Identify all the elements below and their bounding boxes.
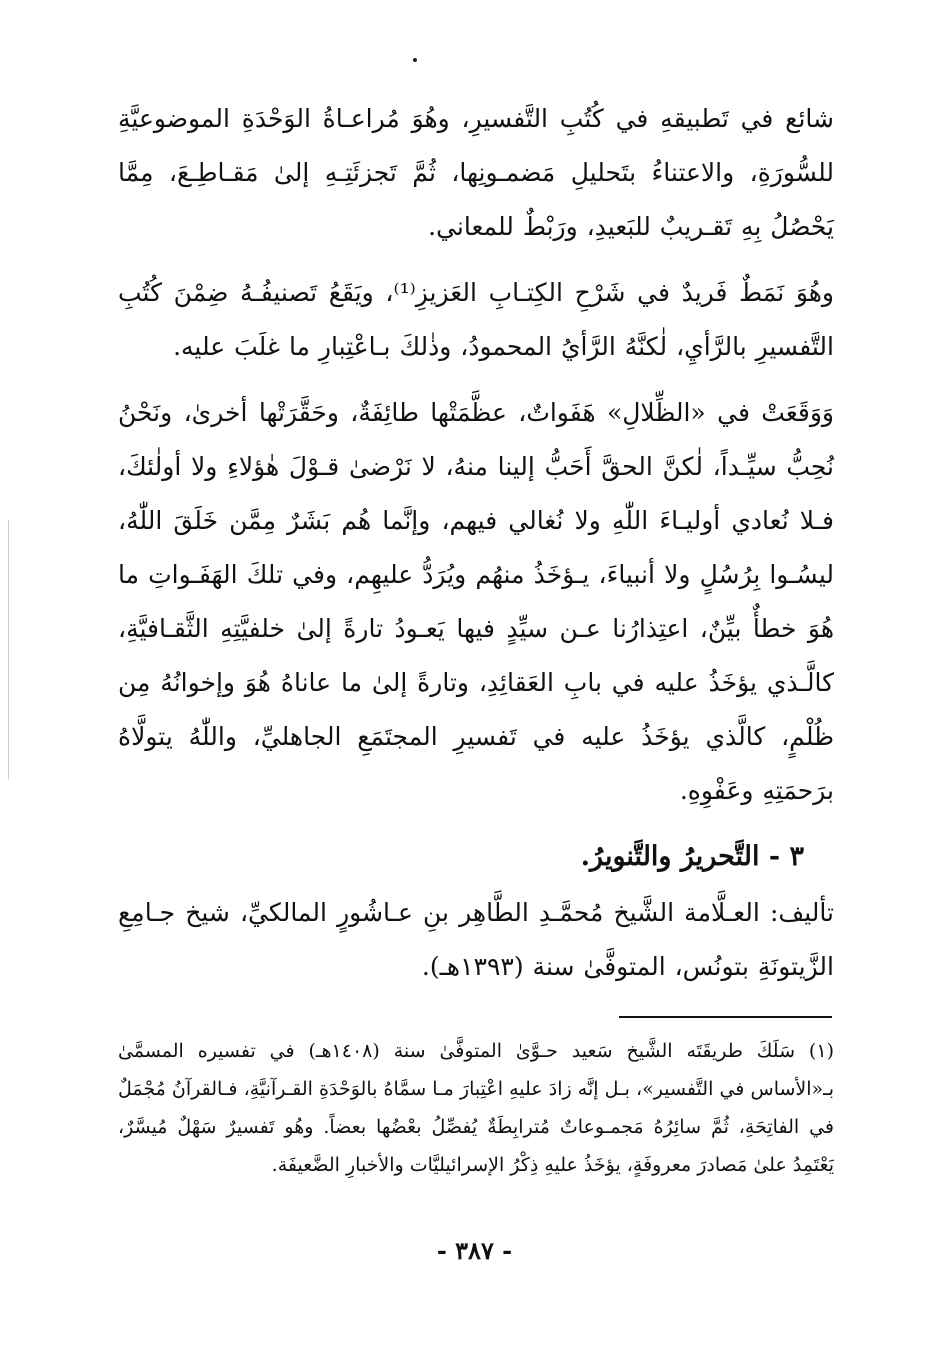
footnote-separator xyxy=(619,1016,832,1018)
top-dot-mark xyxy=(413,58,417,62)
author-paragraph: تأليف: العـلَّامة الشَّيخ مُحمَّـدِ الطَّاهِر بنِ عـاشُورٍ المالكيِّ، شيخ جـامِعِ الزَّيتونَةِ بتونُس، المتوفَّىٰ سنة (١٣٩٣هـ). xyxy=(118,898,834,981)
page-number: - ٣٨٧ - xyxy=(436,1236,513,1265)
paragraph-3: وَوَقَعَتْ في «الظِّلالِ» هَفَواتٌ، عظَّمَتْها طائِفَةٌ، وحَقَّرَتْها أخرىٰ، ونَحْنُ نُحِبُّ سيِّـداً، لٰكنَّ الحقَّ أَحَبُّ إلينا منهُ، لا نَرْضىٰ قـوْلَ هٰؤلاءِ ولا أولٰئكَ، فـلا نُعادي أوليـاءَ اللّٰهِ ولا نُغالي فيهم، وإنَّما هُم بَشَرٌ مِمَّن خَلَقَ اللّٰهُ، ليسُـوا بِرُسُلٍ ولا أنبياءَ، يـؤخَذُ منهُم ويُرَدُّ عليهِم، وفي تلكَ الهَفَـواتِ ما هُوَ خطأٌ بيِّنٌ، اعتِذارُنا عـن سيِّدٍ فيها يَعـودُ تارةً إلىٰ خلفيَّتِهِ الثَّقـافيَّةِ، كالَّـذي يؤخَذُ عليه في بابِ العَقائِدِ، وتارةً إلىٰ ما عاناهُ هُوَ وإخوانُهُ مِن ظُلْمٍ، كالَّذي يؤخَذُ عليه في تَفسيرِ المجتَمَعِ الجاهليِّ، واللّٰهُ يتولَّاهُ برَحمَتِهِ وعَفْوِهِ. xyxy=(118,398,834,805)
main-text-block xyxy=(118,92,834,994)
paragraph-2: وهُوَ نَمَطٌ فَريدٌ في شَرْحِ الكِتـابِ العَزيزِ⁽¹⁾، ويَقَعُ تَصنيفُـهُ ضِمْنَ كُتُبِ التَّفسيرِ بالرَّأيِ، لٰكنَّهُ الرَّأيُ المحمودُ، وذٰلكَ بـاعْتِبارِ ما غلَبَ عليه. xyxy=(118,278,835,361)
section-heading: ٣ - التَّحريرُ والتَّنويرُ. xyxy=(580,841,804,872)
footnote-1: (١) سَلَكَ طريقَتَه الشَّيخ سَعيد حـوَّىٰ المتوفَّىٰ سنة (١٤٠٨هـ) في تفسيره المسمَّىٰ بـ«الأساس في التَّفسير»، بـل إنَّه زادَ عليهِ اعْتِبارَ مـا سمَّاهُ بالوَحْدَةِ القـرآنيَّةِ، فـالقرآنُ مُجْمَلٌ في الفاتِحَةِ، ثُمَّ سائِرُهُ مَجمـوعاتٌ مُترابِطَةٌ يُفصِّلُ بعْضُها بعضاً. وهُو تَفسيرٌ سَهْلٌ مُيسَّرٌ، يَعْتَمِدُ علىٰ مَصادرَ معروفَةٍ، يؤخَذُ عليهِ ذِكْرُ الإسرائيليَّات والأخبارِ الضَّعيفَة. xyxy=(118,1040,834,1176)
scan-edge-mark xyxy=(8,520,9,780)
paragraph-1: شائع في تَطبيقهِ في كُتُبِ التَّفسيرِ، وهُوَ مُراعـاةُ الوَحْدَةِ الموضوعيَّةِ للسُّورَةِ، والاعتناءُ بتَحليلِ مَضمـونِها، ثُمَّ تَجزئَتِـهِ إلىٰ مَقـاطِـعَ، مِمَّا يَحْصُلُ بِهِ تَقـريبٌ للبَعيدِ، ورَبْطٌ للمعاني. xyxy=(118,104,834,241)
footnotes-block xyxy=(118,1032,834,1184)
